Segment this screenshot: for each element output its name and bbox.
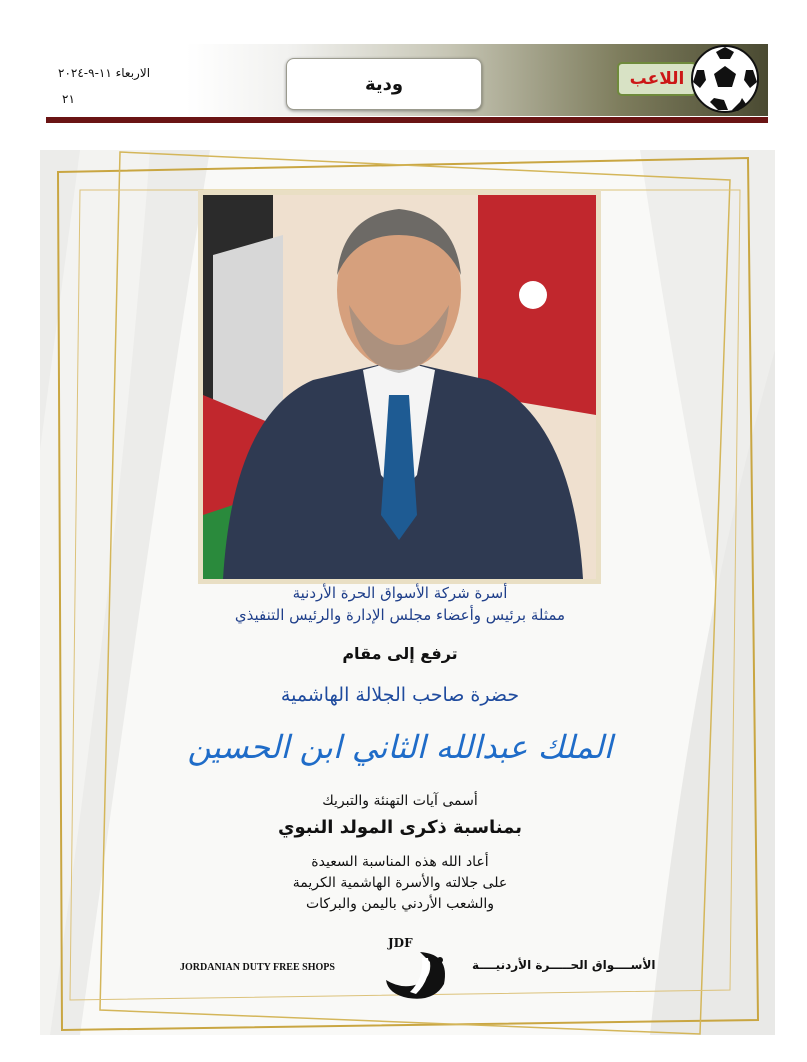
ad-line-king-name: الملك عبدالله الثاني ابن الحسين [187,728,613,766]
advertisement [40,150,775,1035]
ad-line-majesty: حضرة صاحب الجلالة الهاشمية [280,684,520,706]
page-header [0,0,807,130]
ad-line-representatives: ممثلة برئيس وأعضاء مجلس الإدارة والرئيس التنفيذي [234,606,566,624]
ad-line-congrats: أسمى آيات التهنئة والتبريك [322,793,478,809]
king-portrait [198,190,601,584]
ad-line-raise: ترفع إلى مقام [342,644,458,663]
section-title: ودية [364,73,404,95]
section-tab [286,58,482,110]
brand-abbreviation: JDF [388,936,413,950]
page-number: ٢١ [62,92,75,106]
header-rule [46,117,768,123]
logo-text: اللاعب [629,69,685,89]
brand-english: JORDANIAN DUTY FREE SHOPS [180,962,335,973]
newspaper-logo [617,62,697,96]
ad-line-occasion: بمناسبة ذكرى المولد النبوي [278,817,522,838]
football-icon [690,44,760,114]
ad-line-wish-1: أعاد الله هذه المناسبة السعيدة [311,854,489,870]
ad-line-wish-3: والشعب الأردني باليمن والبركات [305,896,495,912]
brand-arabic: الأســــواق الحـــــرة الأردنيــــة [472,958,656,972]
issue-date: الاربعاء ١١-٩-٢٠٢٤ [58,66,151,80]
ad-line-wish-2: على جلالته والأسرة الهاشمية الكريمة [292,875,508,891]
ad-line-company: أسرة شركة الأسواق الحرة الأردنية [292,584,508,602]
